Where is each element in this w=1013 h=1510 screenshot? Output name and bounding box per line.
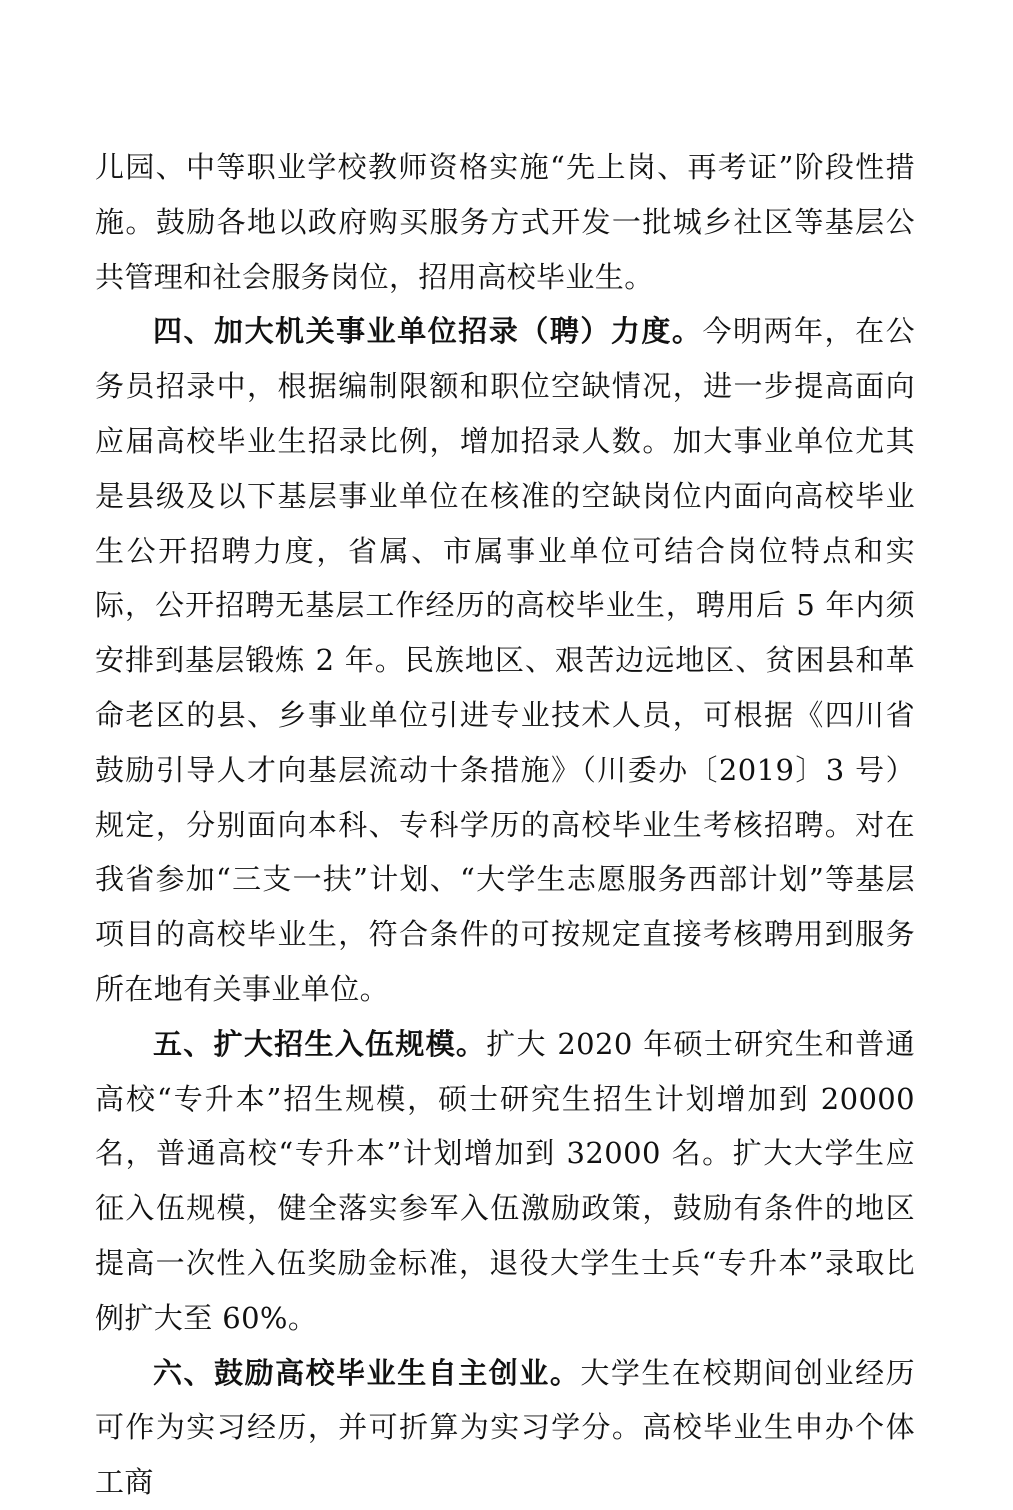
section-6-body: 大学生在校期间创业经历可作为实习经历，并可折算为实习学分。高校毕业生申办个体工商	[95, 1355, 915, 1500]
paragraph-section-5	[95, 1017, 915, 1346]
section-4-body: 今明两年，在公务员招录中，根据编制限额和职位空缺情况，进一步提高面向应届高校毕业生招录比例，增加招录人数。加大事业单位尤其是县级及以下基层事业单位在核准的空缺岗位内面向高校毕业生公开招聘力度，省属、市属事业单位可结合岗位特点和实际，公开招聘无基层工作经历的高校毕业生，聘用后 5 年内须安排到基层锻炼 2 年。民族地区、艰苦边远地区、贫困县和革命老区的县、乡事业单位引进专业技术人员，可根据《四川省鼓励引导人才向基层流动十条措施》（川委办〔2019〕3 号）规定，分别面向本科、专科学历的高校毕业生考核招聘。对在我省参加“三支一扶”计划、“大学生志愿服务西部计划”等基层项目的高校毕业生，符合条件的可按规定直接考核聘用到服务所在地有关事业单位。	[95, 314, 915, 1006]
paragraph-section-6	[95, 1346, 915, 1510]
section-4-heading: 四、加大机关事业单位招录（聘）力度。	[153, 314, 703, 349]
paragraph-section-4	[95, 304, 915, 1016]
document-body	[95, 140, 915, 1510]
section-6-heading: 六、鼓励高校毕业生自主创业。	[153, 1355, 581, 1390]
paragraph-continuation: 儿园、中等职业学校教师资格实施“先上岗、再考证”阶段性措施。鼓励各地以政府购买服务方式开发一批城乡社区等基层公共管理和社会服务岗位，招用高校毕业生。	[95, 150, 915, 294]
section-5-body: 扩大 2020 年硕士研究生和普通高校“专升本”招生规模，硕士研究生招生计划增加到 20000 名，普通高校“专升本”计划增加到 32000 名。扩大大学生应征入伍规模，健全落实参军入伍激励政策，鼓励有条件的地区提高一次性入伍奖励金标准，退役大学生士兵“专升本”录取比例扩大至 60%。	[95, 1026, 915, 1335]
section-5-heading: 五、扩大招生入伍规模。	[153, 1026, 487, 1061]
